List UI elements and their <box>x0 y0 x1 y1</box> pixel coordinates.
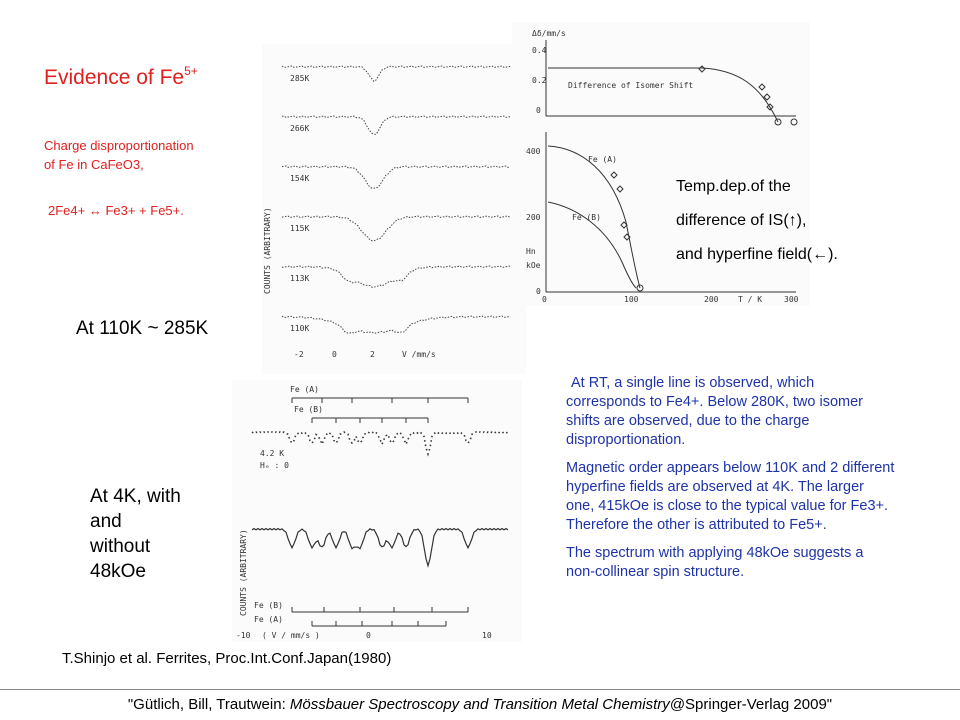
condition-temperature: 4.2 K <box>260 449 285 458</box>
spectrum-trace <box>282 66 510 81</box>
title-text: Evidence of Fe <box>44 66 185 89</box>
lowt-tick-0: 0 <box>366 631 371 640</box>
subtitle <box>44 136 194 174</box>
spectrum-temperature-label: 154K <box>290 174 310 183</box>
subtitle-line-2: of Fe in CaFeO3, <box>44 157 144 172</box>
explanation-text <box>566 374 896 591</box>
temp-caption-line-2: difference of IS(↑), <box>676 212 807 229</box>
t-tick-200: 200 <box>704 295 719 304</box>
citation <box>0 696 960 713</box>
spectrum-trace <box>282 116 510 134</box>
explanation-paragraph-1: At RT, a single line is observed, which corresponds to Fe4+. Below 280K, two isomer shifts are observed, due to the charge disproportionation. <box>566 375 863 448</box>
condition-field: Hₑ : 0 <box>260 461 289 470</box>
spectra-tick-2: 0 <box>332 350 337 359</box>
fe-a-label-bottom: Fe (A) <box>254 615 283 624</box>
t-tick-300: 300 <box>784 295 799 304</box>
citation-prefix: "Gütlich, Bill, Trautwein: <box>127 696 290 713</box>
lowt-tick-10: 10 <box>482 631 492 640</box>
t-tick-100: 100 <box>624 295 639 304</box>
lowt-tick-minus10: -10 <box>236 631 251 640</box>
citation-book-title: Mössbauer Spectroscopy and Transition Metal Chemistry <box>289 696 670 713</box>
delta-tick-0: 0 <box>536 106 541 115</box>
low-temperature-spectra-figure <box>232 380 522 642</box>
spectra-tick-1: -2 <box>294 350 304 359</box>
spectrum-trace-48koe <box>252 529 508 566</box>
spectra-traces <box>282 66 510 333</box>
temperature-range-label: At 110K ~ 285K <box>76 318 209 339</box>
fourk-line-3: without <box>90 536 151 557</box>
spectra-xlabel: V /mm/s <box>402 350 436 359</box>
subtitle-line-1: Charge disproportionation <box>44 138 194 153</box>
slide-title <box>44 66 198 90</box>
series-fe-b: Fe (B) <box>572 213 601 222</box>
delta-tick-04: 0.4 <box>532 46 547 55</box>
hn-ylabel: Hn <box>526 247 536 256</box>
t-tick-0: 0 <box>542 295 547 304</box>
fourk-line-1: At 4K, with <box>90 486 181 507</box>
hn-tick-0: 0 <box>536 287 541 296</box>
temperature-dependence-caption <box>676 170 838 272</box>
hn-tick-400: 400 <box>526 147 541 156</box>
explanation-paragraph-3: The spectrum with applying 48kOe suggests a non-collinear spin structure. <box>566 545 864 580</box>
spectra-ylabel: COUNTS (ARBITRARY) <box>263 207 272 294</box>
series-fe-a: Fe (A) <box>588 155 617 164</box>
temp-caption-line-3: and hyperfine field(←). <box>676 246 838 263</box>
temp-caption-line-1: Temp.dep.of the <box>676 178 791 195</box>
spectra-tick-3: 2 <box>370 350 375 359</box>
spectrum-temperature-label: 110K <box>290 324 310 333</box>
spectrum-temperature-label: 285K <box>290 74 310 83</box>
citation-suffix: @Springer-Verlag 2009" <box>669 696 833 713</box>
lowt-xlabel: ( V / mm/s ) <box>262 631 320 640</box>
spectrum-temperature-label: 266K <box>290 124 310 133</box>
fe-a-label-top: Fe (A) <box>290 385 319 394</box>
spectrum-trace <box>282 216 510 241</box>
low-temperature-traces <box>252 432 508 566</box>
explanation-paragraph-2: Magnetic order appears below 110K and 2 different hyperfine fields are observed at 4K. The larger one, 415kOe is close to the typical value for Fe3+. Therefore the other is attributed to Fe5+. <box>566 460 895 533</box>
footer-divider <box>0 689 960 690</box>
fe-b-label-top: Fe (B) <box>294 405 323 414</box>
low-temperature-label <box>90 484 181 584</box>
delta-tick-02: 0.2 <box>532 76 547 85</box>
spectrum-temperature-label: 115K <box>290 224 310 233</box>
mossbauer-spectra-figure <box>262 44 526 374</box>
fourk-line-4: 48kOe <box>90 561 146 582</box>
title-superscript: 5+ <box>184 64 198 78</box>
fe-b-label-bottom: Fe (B) <box>254 601 283 610</box>
lowt-ylabel: COUNTS (ARBITRARY) <box>239 529 248 616</box>
reference: T.Shinjo et al. Ferrites, Proc.Int.Conf.Japan(1980) <box>62 650 392 667</box>
spectrum-temperature-label: 113K <box>290 274 310 283</box>
hn-tick-200: 200 <box>526 213 541 222</box>
delta-legend: Difference of Isomer Shift <box>568 81 694 90</box>
fourk-line-2: and <box>90 511 122 532</box>
spectrum-trace-zero-field <box>252 432 508 454</box>
spectrum-trace <box>282 266 510 287</box>
t-xlabel: T / K <box>738 295 763 304</box>
reaction-equation: 2Fe4+ ↔ Fe3+ + Fe5+. <box>48 203 184 218</box>
hn-unit: kOe <box>526 261 541 270</box>
spectrum-trace <box>282 316 510 333</box>
spectrum-trace <box>282 166 510 188</box>
delta-ylabel: Δδ/mm/s <box>532 29 566 38</box>
